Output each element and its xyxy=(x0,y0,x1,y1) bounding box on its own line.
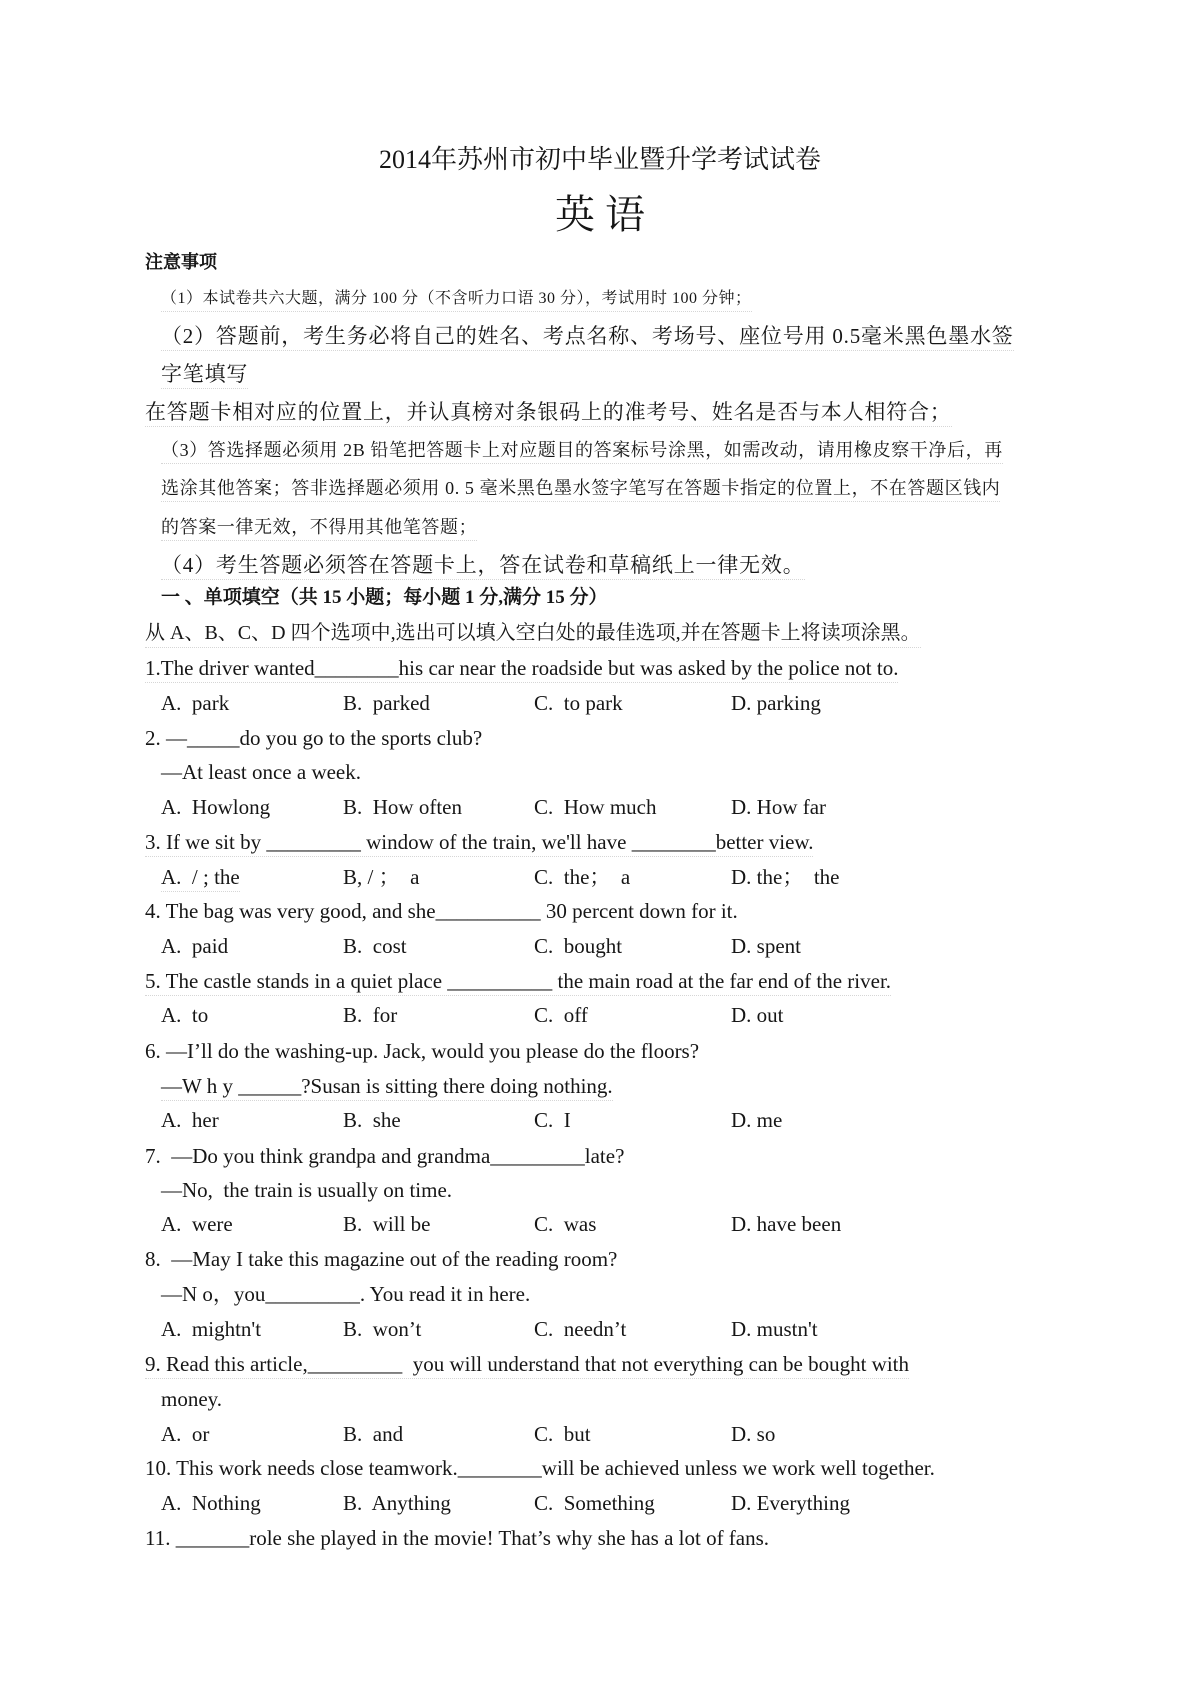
notes-heading: 注意事项 xyxy=(145,252,217,272)
answer-option: D. out xyxy=(731,1003,784,1027)
answer-option: A. Howlong xyxy=(161,795,271,819)
answer-option: D. parking xyxy=(731,691,821,715)
answer-option: B. cost xyxy=(343,934,407,958)
note-line: （4）考生答题必须答在答题卡上，答在试卷和草稿纸上一律无效。 xyxy=(161,551,805,580)
question-line: money. xyxy=(161,1387,223,1411)
answer-option: B. will be xyxy=(343,1212,431,1236)
answer-option: A. to xyxy=(161,1003,209,1027)
question-stem: 9. Read this article,_________ you will understand that not everything can be bought with xyxy=(145,1350,909,1379)
answer-option: A. mightn't xyxy=(161,1317,262,1341)
question-line: —W h y ______?Susan is sitting there doing nothing. xyxy=(161,1072,613,1101)
answer-option: C. was xyxy=(534,1212,597,1236)
note-line: （3）答选择题必须用 2B 铅笔把答题卡上对应题目的答案标号涂黑，如需改动，请用橡皮察干净后，再 xyxy=(161,437,1003,464)
answer-option: D. me xyxy=(731,1108,783,1132)
answer-option: B, / ； a xyxy=(343,865,420,889)
answer-option: B. for xyxy=(343,1003,398,1027)
question-stem: 1.The driver wanted________his car near the roadside but was asked by the police not to. xyxy=(145,654,898,683)
section-heading: 一 、单项填空（共 15 小题；每小题 1 分,满分 15 分） xyxy=(161,587,608,608)
question-stem: 3. If we sit by _________ window of the train, we'll have ________better view. xyxy=(145,828,813,857)
answer-option: A. paid xyxy=(161,934,229,958)
answer-option: B. Anything xyxy=(343,1491,451,1515)
answer-option: A. park xyxy=(161,691,230,715)
answer-option: C. needn’t xyxy=(534,1317,627,1341)
question-line: —N o，you_________. You read it in here. xyxy=(161,1282,531,1306)
question-stem: 8. —May I take this magazine out of the reading room? xyxy=(145,1247,618,1271)
answer-option: B. she xyxy=(343,1108,401,1132)
question-stem: 6. —I’ll do the washing-up. Jack, would you please do the floors? xyxy=(145,1039,700,1063)
answer-option: C. How much xyxy=(534,795,657,819)
note-line: 在答题卡相对应的位置上，并认真榜对条银码上的准考号、姓名是否与本人相符合； xyxy=(145,398,952,427)
answer-option: B. and xyxy=(343,1422,404,1446)
answer-option: D. How far xyxy=(731,795,827,819)
note-line: （2）答题前，考生务必将自己的姓名、考点名称、考场号、座位号用 0.5毫米黑色墨水签 xyxy=(161,322,1014,351)
answer-option: A. / ; the xyxy=(161,863,240,892)
question-stem: 5. The castle stands in a quiet place __________ the main road at the far end of the river. xyxy=(145,967,891,996)
question-stem: 7. —Do you think grandpa and grandma_________late? xyxy=(145,1144,625,1168)
answer-option: D. so xyxy=(731,1422,776,1446)
answer-option: C. off xyxy=(534,1003,588,1027)
answer-option: B. won’t xyxy=(343,1317,422,1341)
answer-option: B. parked xyxy=(343,691,430,715)
answer-option: C. I xyxy=(534,1108,571,1132)
section-instruction: 从 A、B、C、D 四个选项中,选出可以填入空白处的最佳选项,并在答题卡上将读项涂黑。 xyxy=(145,619,921,648)
answer-option: C. but xyxy=(534,1422,591,1446)
note-line: 的答案一律无效，不得用其他笔答题； xyxy=(161,514,477,541)
answer-option: D. Everything xyxy=(731,1491,850,1515)
question-stem: 10. This work needs close teamwork.________will be achieved unless we work well together. xyxy=(145,1456,935,1480)
answer-option: A. were xyxy=(161,1212,233,1236)
answer-option: B. How often xyxy=(343,795,462,819)
answer-option: A. or xyxy=(161,1422,210,1446)
question-stem: 11. _______role she played in the movie! That’s why she has a lot of fans. xyxy=(145,1526,770,1550)
subject-title: 英 语 xyxy=(555,192,645,237)
answer-option: C. the； a xyxy=(534,865,631,889)
note-line: 字笔填写 xyxy=(161,360,248,389)
answer-option: D. spent xyxy=(731,934,801,958)
answer-option: C. bought xyxy=(534,934,623,958)
question-stem: 4. The bag was very good, and she__________ 30 percent down for it. xyxy=(145,899,738,923)
answer-option: D. mustn't xyxy=(731,1317,818,1341)
question-stem: 2. —_____do you go to the sports club? xyxy=(145,726,483,750)
note-line: （1）本试卷共六大题，满分 100 分（不含听力口语 30 分），考试用时 100 分钟； xyxy=(161,287,752,312)
answer-option: C. to park xyxy=(534,691,623,715)
answer-option: D. the； the xyxy=(731,865,840,889)
exam-title: 2014年苏州市初中毕业暨升学考试试卷 xyxy=(378,145,821,174)
answer-option: A. Nothing xyxy=(161,1491,261,1515)
question-line: —No, the train is usually on time. xyxy=(161,1178,453,1202)
question-line: —At least once a week. xyxy=(161,760,362,784)
note-line: 选涂其他答案；答非选择题必须用 0. 5 毫米黑色墨水签字笔写在答题卡指定的位置上，不在答题区钱内 xyxy=(161,475,1000,502)
answer-option: D. have been xyxy=(731,1212,842,1236)
answer-option: A. her xyxy=(161,1108,219,1132)
answer-option: C. Something xyxy=(534,1491,655,1515)
